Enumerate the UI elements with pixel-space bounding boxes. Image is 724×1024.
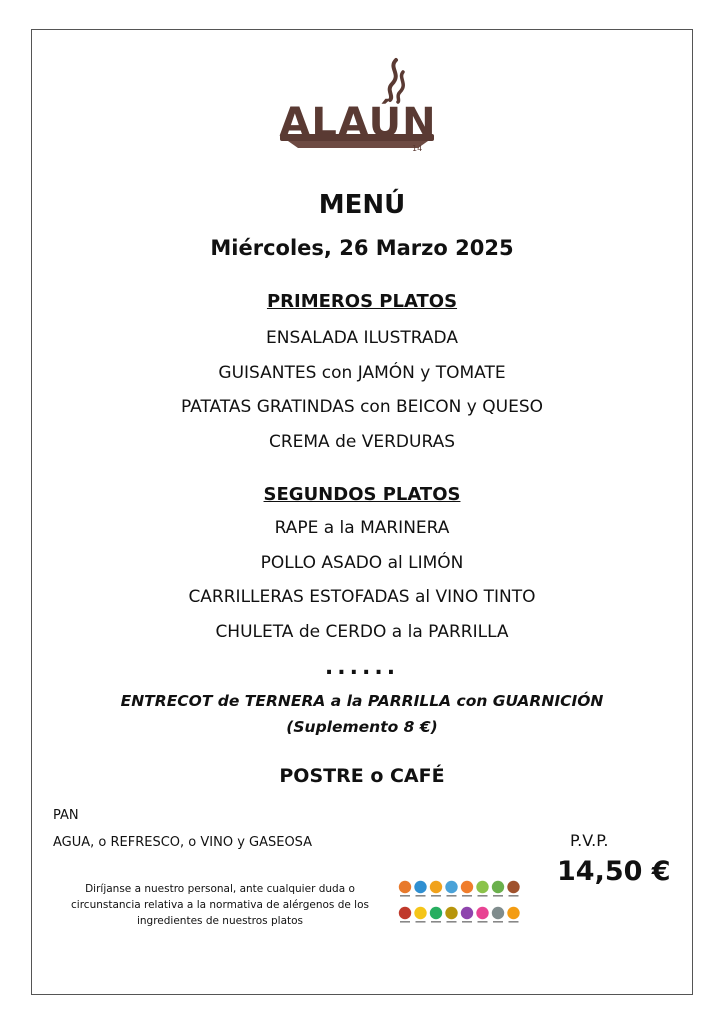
segundos-item: POLLO ASADO al LIMÓN xyxy=(260,553,464,573)
notice-line: Diríjanse a nuestro personal, ante cualquier duda o xyxy=(85,883,355,895)
special-supplement: (Suplemento 8 €) xyxy=(286,718,438,736)
allergen-icon xyxy=(476,881,488,893)
allergen-caption-mark xyxy=(447,895,457,897)
allergen-icon xyxy=(445,881,457,893)
allergen-caption-mark xyxy=(431,895,441,897)
menu-title: MENÚ xyxy=(318,190,406,220)
allergen-caption-mark xyxy=(447,921,457,923)
allergen-icon xyxy=(399,881,411,893)
bread-line: PAN xyxy=(53,808,79,823)
primeros-item: GUISANTES con JAMÓN y TOMATE xyxy=(218,363,506,383)
allergen-caption-mark xyxy=(431,921,441,923)
allergen-caption-mark xyxy=(400,921,410,923)
price-value: 14,50 € xyxy=(557,856,671,887)
allergen-icon xyxy=(507,907,519,919)
allergen-icon xyxy=(430,881,442,893)
primeros-heading: PRIMEROS PLATOS xyxy=(266,291,458,312)
restaurant-logo xyxy=(278,56,448,158)
allergen-caption-mark xyxy=(478,921,488,923)
primeros-item: ENSALADA ILUSTRADA xyxy=(266,328,458,348)
segundos-item: CHULETA de CERDO a la PARRILLA xyxy=(215,622,509,642)
allergen-notice xyxy=(55,881,385,929)
allergen-icon xyxy=(414,907,426,919)
separator-dots: ...... xyxy=(324,655,400,680)
primeros-item: CREMA de VERDURAS xyxy=(268,432,456,452)
notice-line: circunstancia relativa a la normativa de alérgenos de los xyxy=(71,899,369,911)
allergen-caption-mark xyxy=(462,921,472,923)
special-dish: ENTRECOT de TERNERA a la PARRILLA con GUARNICIÓN xyxy=(120,692,604,710)
allergen-caption-mark xyxy=(462,895,472,897)
allergen-caption-mark xyxy=(493,895,503,897)
allergen-icon xyxy=(461,907,473,919)
allergen-icon xyxy=(414,881,426,893)
allergen-caption-mark xyxy=(493,921,503,923)
menu-frame xyxy=(31,29,693,995)
allergen-icon xyxy=(492,881,504,893)
allergen-icon xyxy=(399,907,411,919)
allergen-caption-mark xyxy=(416,921,426,923)
segundos-item: RAPE a la MARINERA xyxy=(274,518,450,538)
price-label: P.V.P. xyxy=(570,831,609,850)
allergen-caption-mark xyxy=(478,895,488,897)
logo-name: ALAÚN xyxy=(279,100,437,146)
allergen-icon xyxy=(430,907,442,919)
segundos-item: CARRILLERAS ESTOFADAS al VINO TINTO xyxy=(188,587,536,607)
notice-line: ingredientes de nuestros platos xyxy=(136,915,304,927)
drinks-line: AGUA, o REFRESCO, o VINO y GASEOSA xyxy=(53,835,313,850)
menu-date: Miércoles, 26 Marzo 2025 xyxy=(210,236,514,260)
allergen-icons xyxy=(398,880,522,930)
allergen-caption-mark xyxy=(509,921,519,923)
logo-number: 14 xyxy=(412,144,423,153)
allergen-caption-mark xyxy=(416,895,426,897)
allergen-caption-mark xyxy=(400,895,410,897)
primeros-item: PATATAS GRATINDAS con BEICON y QUESO xyxy=(181,397,543,417)
dessert-line: POSTRE o CAFÉ xyxy=(279,765,445,787)
allergen-icon xyxy=(507,881,519,893)
allergen-icon xyxy=(445,907,457,919)
allergen-caption-mark xyxy=(509,895,519,897)
allergen-icon xyxy=(492,907,504,919)
segundos-heading: SEGUNDOS PLATOS xyxy=(263,484,461,505)
allergen-icon xyxy=(476,907,488,919)
allergen-icon xyxy=(461,881,473,893)
